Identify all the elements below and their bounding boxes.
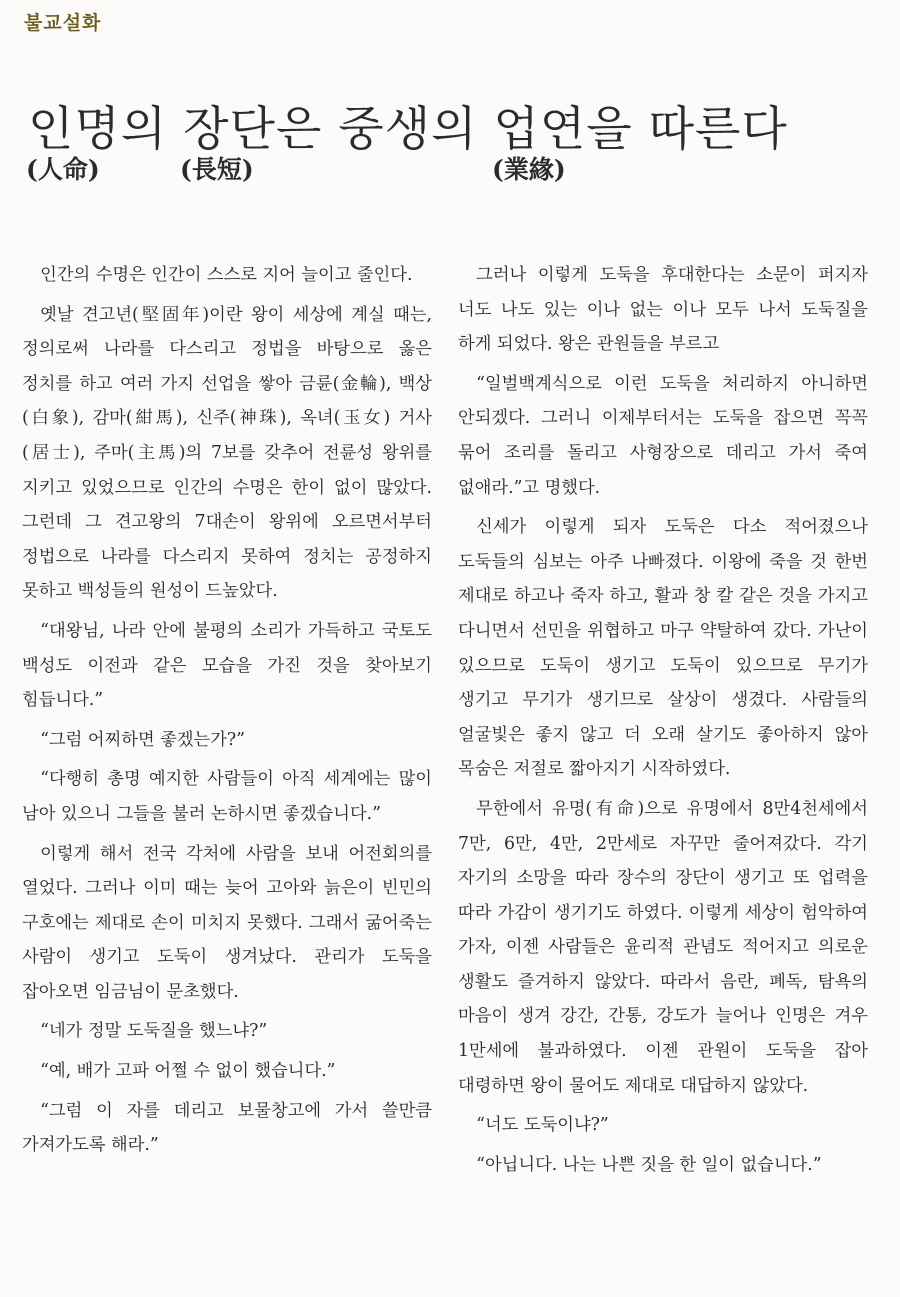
paragraph: “아닙니다. 나는 나쁜 짓을 한 일이 없습니다.” (476, 1154, 822, 1175)
section-label: 불교설화 (24, 12, 102, 34)
paragraph: “너도 도둑이냐?” (476, 1115, 609, 1136)
right-text-column (458, 258, 868, 1187)
paragraph: 무한에서 유명(有命)으로 유명에서 8만4천세에서 7만, 6만, 4만, 2만세로 자꾸만 줄어져갔다. 각기 자기의 소망을 따라 장수의 장단이 생기고 또 업력을 따라 가감이 생기기도 하였다. 이렇게 세상이 험악하여 가자, 이젠 사람들은 윤리적 관념도 적어지고 의로운 생활도 즐겨하지 않았다. 따라서 음란, 폐독, 탐욕의 마음이 생겨 강간, 간통, 강도가 늘어나 인명은 겨우 1만세에 불과하였다. 이젠 관원이 도둑을 잡아 대령하면 왕이 물어도 제대로 대답하지 않았다. (458, 798, 868, 1096)
article-title: 인명의 장단은 중생의 업연을 따른다 (28, 102, 788, 157)
paragraph: “대왕님, 나라 안에 불평의 소리가 가득하고 국토도 백성도 이전과 같은 모습을 가진 것을 찾아보기 힘듭니다.” (22, 620, 432, 711)
paragraph: 인간의 수명은 인간이 스스로 지어 늘이고 줄인다. (40, 265, 413, 285)
paragraph: 그러나 이렇게 도둑을 후대한다는 소문이 퍼지자 너도 나도 있는 이나 없는 이나 모두 나서 도둑질을 하게 되었다. 왕은 관원들을 부르고 (458, 265, 868, 355)
paragraph: “그럼 어찌하면 좋겠는가?” (40, 729, 246, 750)
paragraph: “일벌백계식으로 이런 도둑을 처리하지 아니하면 안되겠다. 그러니 이제부터서는 도둑을 잡으면 꼭꼭 묶어 조리를 돌리고 사형장으로 데리고 가서 죽여 없애라.”고 명했다. (458, 373, 868, 498)
hanja-annotation-inmyeong: (人命) (26, 155, 100, 184)
paragraph: 신세가 이렇게 되자 도둑은 다소 적어졌으나 도둑들의 심보는 아주 나빠졌다. 이왕에 죽을 것 한번 제대로 하고나 죽자 하고, 활과 창 칼 같은 것을 가지고 다니면서 선민을 위협하고 마구 약탈하여 갔다. 가난이 있으므로 도둑이 생기고 도둑이 있으므로 무기가 생기고 무기가 생기므로 살상이 생겼다. 사람들의 얼굴빛은 좋지 않고 더 오래 살기도 좋아하지 않아 목숨은 저절로 짧아지기 시작하였다. (458, 517, 868, 780)
paragraph: “네가 정말 도둑질을 했느냐?” (40, 1021, 268, 1042)
paragraph: 이렇게 해서 전국 각처에 사람을 보내 어전회의를 열었다. 그러나 이미 때는 늦어 고아와 늙은이 빈민의 구호에는 제대로 손이 미치지 못했다. 그래서 굶어죽는 사람이 생기고 도둑이 생겨났다. 관리가 도둑을 잡아오면 임금님이 문초했다. (22, 843, 432, 1002)
paragraph: “그럼 이 자를 데리고 보물창고에 가서 쓸만큼 가져가도록 해라.” (22, 1100, 432, 1156)
hanja-annotation-jangdan: (長短) (180, 155, 254, 184)
hanja-annotation-eobyeon: (業緣) (492, 155, 566, 184)
paragraph: 옛날 견고년(堅固年)이란 왕이 세상에 계실 때는, 정의로써 나라를 다스리고 정법을 바탕으로 옳은 정치를 하고 여러 가지 선업을 쌓아 금륜(金輪), 백상(白象), 감마(紺馬), 신주(神珠), 옥녀(玉女) 거사(居士), 주마(主馬)의 7보를 갖추어 전륜성 왕위를 지키고 있었으므로 인간의 수명은 한이 없이 많았다. 그런데 그 견고왕의 7대손이 왕위에 오르면서부터 정법으로 나라를 다스리지 못하여 정치는 공정하지 못하고 백성들의 원성이 드높았다. (22, 304, 432, 602)
paragraph: “다행히 총명 예지한 사람들이 아직 세계에는 많이 남아 있으니 그들을 불러 논하시면 좋겠습니다.” (22, 769, 432, 824)
left-text-column (22, 258, 432, 1168)
paragraph: “예, 배가 고파 어쩔 수 없이 했습니다.” (40, 1061, 336, 1082)
